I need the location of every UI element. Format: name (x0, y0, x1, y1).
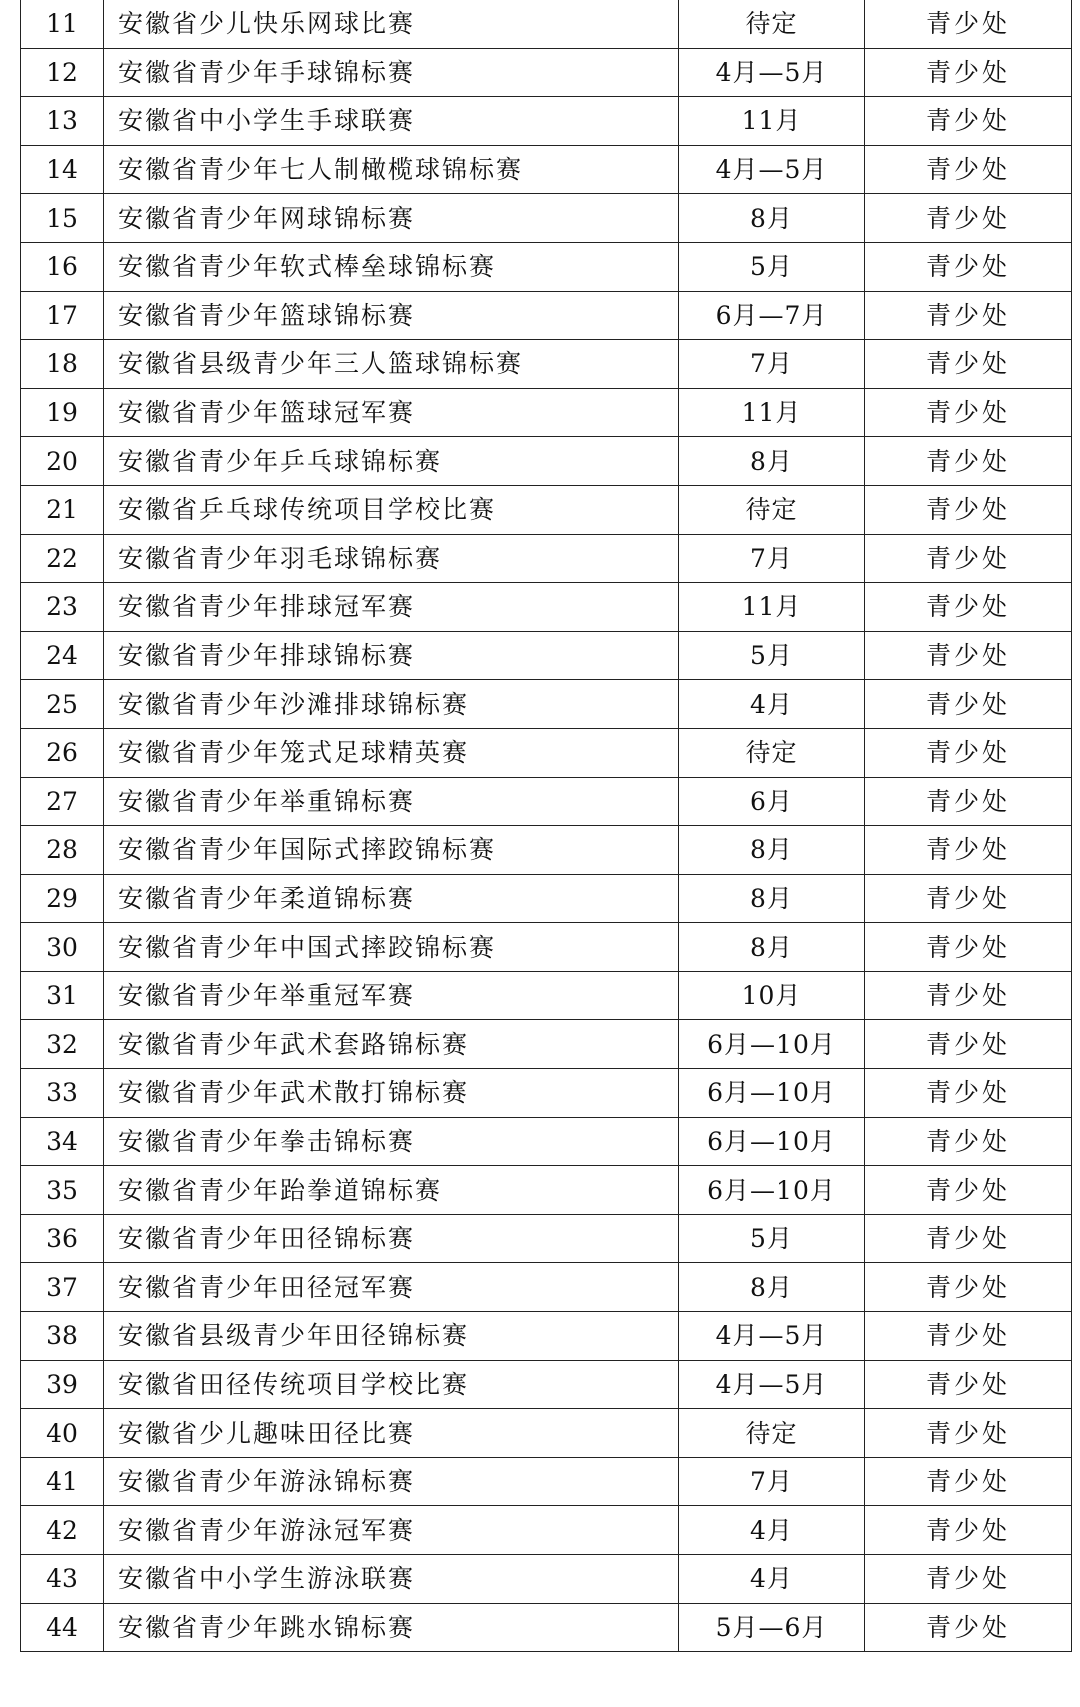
event-time-cell: 8月 (679, 1263, 865, 1312)
event-time-cell: 5月—6月 (679, 1603, 865, 1652)
table-row (21, 1166, 1072, 1215)
row-number-cell: 34 (21, 1117, 104, 1166)
organizer-cell: 青少处 (865, 777, 1072, 826)
event-time-cell: 4月 (679, 1506, 865, 1555)
event-time-cell: 10月 (679, 971, 865, 1020)
event-name-cell: 安徽省青少年七人制橄榄球锦标赛 (104, 145, 679, 194)
table-row (21, 242, 1072, 291)
event-time-cell: 8月 (679, 874, 865, 923)
row-number-cell: 42 (21, 1506, 104, 1555)
event-time-cell: 6月—10月 (679, 1069, 865, 1118)
organizer-cell: 青少处 (865, 437, 1072, 486)
event-name-cell: 安徽省青少年举重锦标赛 (104, 777, 679, 826)
organizer-cell: 青少处 (865, 826, 1072, 875)
row-number-cell: 36 (21, 1214, 104, 1263)
organizer-cell: 青少处 (865, 874, 1072, 923)
event-name-cell: 安徽省青少年游泳锦标赛 (104, 1457, 679, 1506)
table-row (21, 0, 1072, 48)
competition-schedule-table (20, 0, 1072, 1652)
row-number-cell: 35 (21, 1166, 104, 1215)
table-row (21, 1360, 1072, 1409)
event-time-cell: 待定 (679, 0, 865, 48)
organizer-cell: 青少处 (865, 291, 1072, 340)
table-row (21, 826, 1072, 875)
event-time-cell: 6月—10月 (679, 1117, 865, 1166)
organizer-cell: 青少处 (865, 583, 1072, 632)
event-name-cell: 安徽省青少年武术散打锦标赛 (104, 1069, 679, 1118)
row-number-cell: 44 (21, 1603, 104, 1652)
table-row (21, 1555, 1072, 1604)
event-name-cell: 安徽省青少年武术套路锦标赛 (104, 1020, 679, 1069)
row-number-cell: 40 (21, 1409, 104, 1458)
row-number-cell: 28 (21, 826, 104, 875)
organizer-cell: 青少处 (865, 1069, 1072, 1118)
table-row (21, 291, 1072, 340)
row-number-cell: 29 (21, 874, 104, 923)
event-time-cell: 5月 (679, 1214, 865, 1263)
organizer-cell: 青少处 (865, 145, 1072, 194)
event-time-cell: 6月—7月 (679, 291, 865, 340)
schedule-table-body (21, 0, 1072, 1652)
event-time-cell: 待定 (679, 1409, 865, 1458)
row-number-cell: 18 (21, 340, 104, 389)
event-name-cell: 安徽省中小学生手球联赛 (104, 97, 679, 146)
event-name-cell: 安徽省青少年乒乓球锦标赛 (104, 437, 679, 486)
table-row (21, 1069, 1072, 1118)
row-number-cell: 19 (21, 388, 104, 437)
event-name-cell: 安徽省青少年举重冠军赛 (104, 971, 679, 1020)
table-row (21, 971, 1072, 1020)
organizer-cell: 青少处 (865, 1360, 1072, 1409)
row-number-cell: 20 (21, 437, 104, 486)
event-time-cell: 7月 (679, 534, 865, 583)
row-number-cell: 26 (21, 728, 104, 777)
event-time-cell: 4月—5月 (679, 48, 865, 97)
event-name-cell: 安徽省青少年笼式足球精英赛 (104, 728, 679, 777)
organizer-cell: 青少处 (865, 1020, 1072, 1069)
row-number-cell: 41 (21, 1457, 104, 1506)
row-number-cell: 30 (21, 923, 104, 972)
organizer-cell: 青少处 (865, 340, 1072, 389)
table-row (21, 1214, 1072, 1263)
row-number-cell: 32 (21, 1020, 104, 1069)
event-time-cell: 6月—10月 (679, 1166, 865, 1215)
organizer-cell: 青少处 (865, 1312, 1072, 1361)
event-name-cell: 安徽省青少年排球冠军赛 (104, 583, 679, 632)
event-name-cell: 安徽省青少年软式棒垒球锦标赛 (104, 242, 679, 291)
row-number-cell: 38 (21, 1312, 104, 1361)
row-number-cell: 25 (21, 680, 104, 729)
event-name-cell: 安徽省青少年网球锦标赛 (104, 194, 679, 243)
table-row (21, 48, 1072, 97)
organizer-cell: 青少处 (865, 1603, 1072, 1652)
table-row (21, 388, 1072, 437)
table-row (21, 1020, 1072, 1069)
row-number-cell: 21 (21, 485, 104, 534)
event-time-cell: 8月 (679, 194, 865, 243)
organizer-cell: 青少处 (865, 0, 1072, 48)
organizer-cell: 青少处 (865, 388, 1072, 437)
row-number-cell: 12 (21, 48, 104, 97)
event-time-cell: 5月 (679, 242, 865, 291)
row-number-cell: 33 (21, 1069, 104, 1118)
event-time-cell: 4月—5月 (679, 1312, 865, 1361)
organizer-cell: 青少处 (865, 1214, 1072, 1263)
organizer-cell: 青少处 (865, 971, 1072, 1020)
organizer-cell: 青少处 (865, 1409, 1072, 1458)
event-name-cell: 安徽省青少年国际式摔跤锦标赛 (104, 826, 679, 875)
event-time-cell: 待定 (679, 485, 865, 534)
event-time-cell: 6月 (679, 777, 865, 826)
row-number-cell: 17 (21, 291, 104, 340)
table-row (21, 1457, 1072, 1506)
table-row (21, 1409, 1072, 1458)
organizer-cell: 青少处 (865, 97, 1072, 146)
event-time-cell: 11月 (679, 583, 865, 632)
event-time-cell: 5月 (679, 631, 865, 680)
organizer-cell: 青少处 (865, 48, 1072, 97)
event-time-cell: 4月 (679, 1555, 865, 1604)
event-time-cell: 8月 (679, 826, 865, 875)
organizer-cell: 青少处 (865, 923, 1072, 972)
organizer-cell: 青少处 (865, 1263, 1072, 1312)
row-number-cell: 15 (21, 194, 104, 243)
row-number-cell: 27 (21, 777, 104, 826)
event-name-cell: 安徽省青少年拳击锦标赛 (104, 1117, 679, 1166)
event-time-cell: 7月 (679, 1457, 865, 1506)
table-row (21, 340, 1072, 389)
row-number-cell: 43 (21, 1555, 104, 1604)
event-name-cell: 安徽省青少年沙滩排球锦标赛 (104, 680, 679, 729)
organizer-cell: 青少处 (865, 1166, 1072, 1215)
row-number-cell: 22 (21, 534, 104, 583)
table-row (21, 583, 1072, 632)
event-name-cell: 安徽省中小学生游泳联赛 (104, 1555, 679, 1604)
table-row (21, 145, 1072, 194)
table-row (21, 1117, 1072, 1166)
organizer-cell: 青少处 (865, 728, 1072, 777)
event-name-cell: 安徽省青少年羽毛球锦标赛 (104, 534, 679, 583)
organizer-cell: 青少处 (865, 680, 1072, 729)
table-row (21, 923, 1072, 972)
table-row (21, 97, 1072, 146)
event-name-cell: 安徽省乒乓球传统项目学校比赛 (104, 485, 679, 534)
event-time-cell: 7月 (679, 340, 865, 389)
event-name-cell: 安徽省少儿趣味田径比赛 (104, 1409, 679, 1458)
table-row (21, 437, 1072, 486)
row-number-cell: 14 (21, 145, 104, 194)
event-name-cell: 安徽省青少年田径冠军赛 (104, 1263, 679, 1312)
table-row (21, 1263, 1072, 1312)
table-row (21, 680, 1072, 729)
event-name-cell: 安徽省青少年手球锦标赛 (104, 48, 679, 97)
organizer-cell: 青少处 (865, 1457, 1072, 1506)
organizer-cell: 青少处 (865, 242, 1072, 291)
row-number-cell: 24 (21, 631, 104, 680)
event-name-cell: 安徽省青少年田径锦标赛 (104, 1214, 679, 1263)
organizer-cell: 青少处 (865, 194, 1072, 243)
organizer-cell: 青少处 (865, 485, 1072, 534)
table-row (21, 1603, 1072, 1652)
organizer-cell: 青少处 (865, 1117, 1072, 1166)
table-row (21, 194, 1072, 243)
row-number-cell: 39 (21, 1360, 104, 1409)
table-row (21, 1312, 1072, 1361)
event-time-cell: 4月—5月 (679, 145, 865, 194)
table-row (21, 777, 1072, 826)
row-number-cell: 16 (21, 242, 104, 291)
event-name-cell: 安徽省县级青少年田径锦标赛 (104, 1312, 679, 1361)
table-row (21, 728, 1072, 777)
row-number-cell: 37 (21, 1263, 104, 1312)
row-number-cell: 31 (21, 971, 104, 1020)
event-time-cell: 6月—10月 (679, 1020, 865, 1069)
table-row (21, 874, 1072, 923)
organizer-cell: 青少处 (865, 534, 1072, 583)
event-name-cell: 安徽省青少年排球锦标赛 (104, 631, 679, 680)
event-time-cell: 8月 (679, 437, 865, 486)
event-time-cell: 11月 (679, 388, 865, 437)
event-time-cell: 11月 (679, 97, 865, 146)
row-number-cell: 23 (21, 583, 104, 632)
organizer-cell: 青少处 (865, 1555, 1072, 1604)
event-name-cell: 安徽省青少年篮球锦标赛 (104, 291, 679, 340)
table-row (21, 1506, 1072, 1555)
table-row (21, 485, 1072, 534)
event-time-cell: 8月 (679, 923, 865, 972)
table-row (21, 534, 1072, 583)
table-row (21, 631, 1072, 680)
event-name-cell: 安徽省青少年中国式摔跤锦标赛 (104, 923, 679, 972)
organizer-cell: 青少处 (865, 1506, 1072, 1555)
event-name-cell: 安徽省青少年跆拳道锦标赛 (104, 1166, 679, 1215)
event-name-cell: 安徽省青少年跳水锦标赛 (104, 1603, 679, 1652)
event-name-cell: 安徽省少儿快乐网球比赛 (104, 0, 679, 48)
event-name-cell: 安徽省青少年游泳冠军赛 (104, 1506, 679, 1555)
row-number-cell: 13 (21, 97, 104, 146)
organizer-cell: 青少处 (865, 631, 1072, 680)
event-time-cell: 待定 (679, 728, 865, 777)
row-number-cell: 11 (21, 0, 104, 48)
event-name-cell: 安徽省青少年篮球冠军赛 (104, 388, 679, 437)
event-time-cell: 4月 (679, 680, 865, 729)
event-name-cell: 安徽省县级青少年三人篮球锦标赛 (104, 340, 679, 389)
event-time-cell: 4月—5月 (679, 1360, 865, 1409)
event-name-cell: 安徽省青少年柔道锦标赛 (104, 874, 679, 923)
event-name-cell: 安徽省田径传统项目学校比赛 (104, 1360, 679, 1409)
